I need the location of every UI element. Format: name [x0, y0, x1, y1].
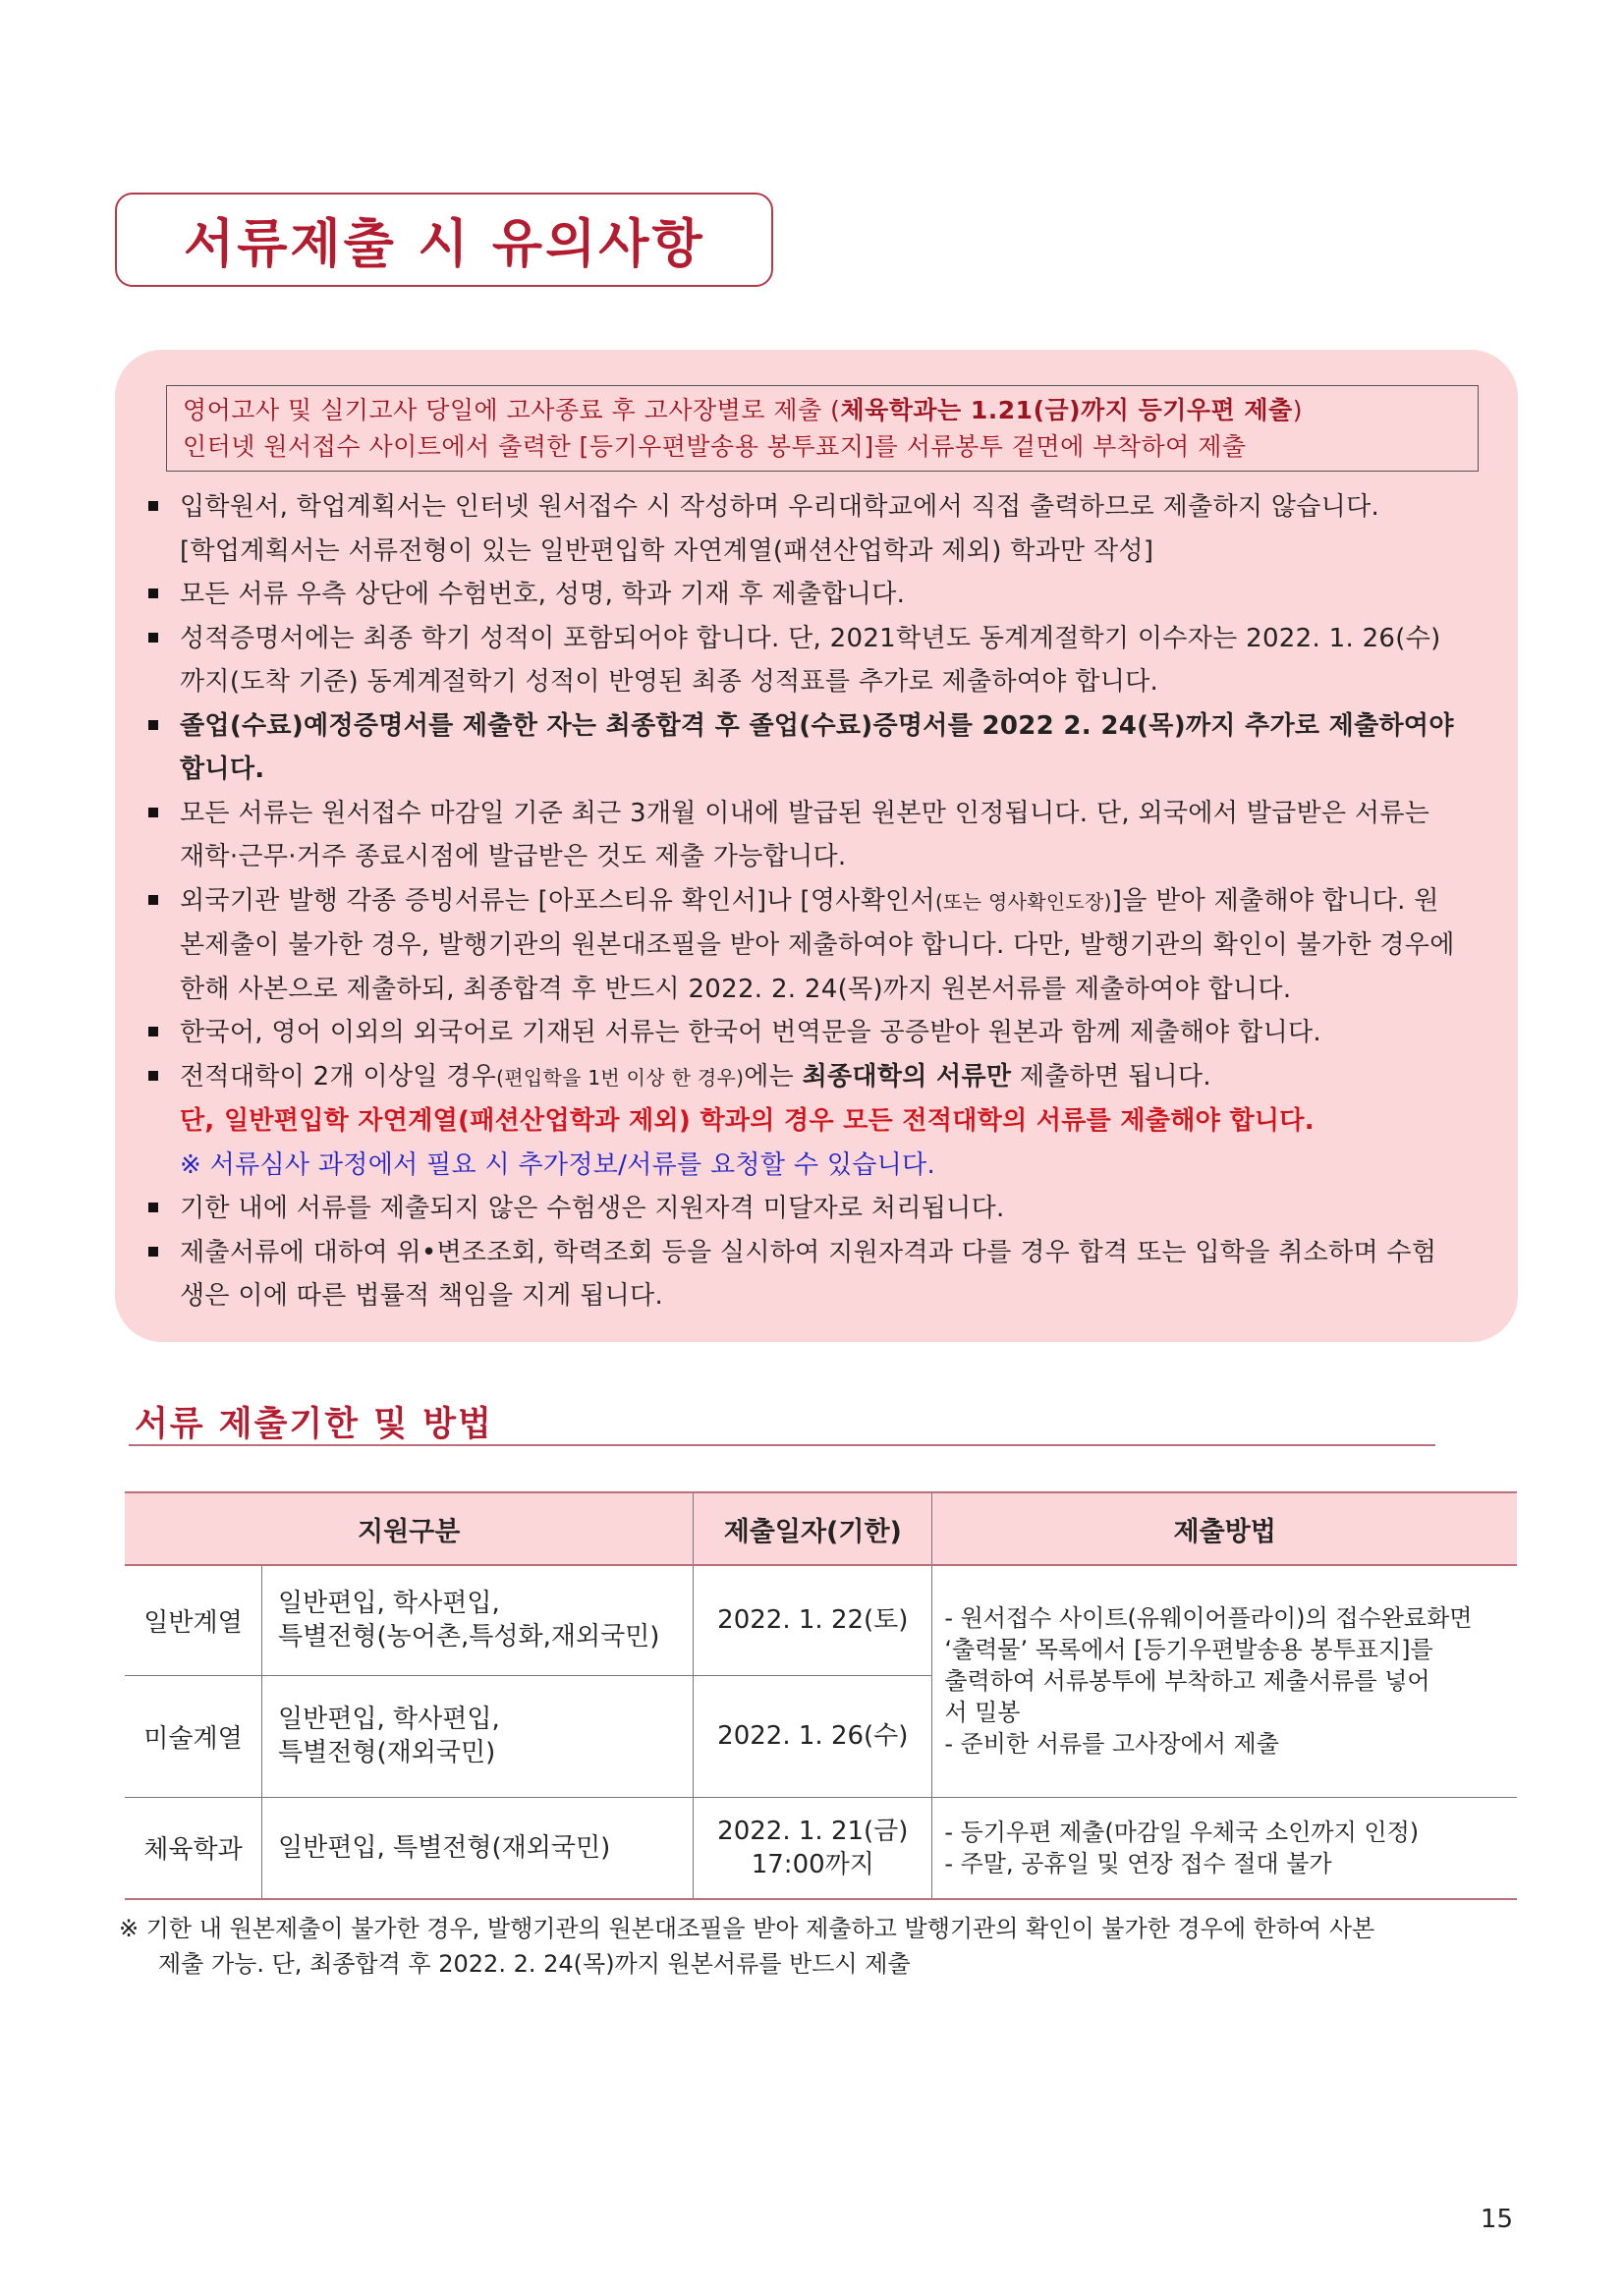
list-item-note: [학업계획서는 서류전형이 있는 일반편입학 자연계열(패션산업학과 제외) 학과만 작성] [180, 535, 1154, 566]
header-method: 제출방법 [932, 1492, 1517, 1565]
list-item: 기한 내에 서류를 제출되지 않은 수험생은 지원자격 미달자로 처리됩니다. [144, 1187, 1461, 1231]
title-box [115, 193, 773, 287]
info-note: ※ 서류심사 과정에서 필요 시 추가정보/서류를 요청할 수 있습니다. [180, 1149, 936, 1180]
submission-notice-box [166, 385, 1479, 472]
page-title: 서류제출 시 유의사항 [184, 214, 705, 274]
list-item: 입학원서, 학업계획서는 인터넷 원서접수 시 작성하며 우리대학교에서 직접 출력하므로 제출하지 않습니다. [학업계획서는 서류전형이 있는 일반편입학 자연계열(패션산업학과 제외) 학과만 작성] [144, 485, 1461, 573]
notice-panel [115, 350, 1518, 1342]
header-category: 지원구분 [125, 1492, 694, 1565]
row-type: 일반편입, 학사편입, 특별전형(농어촌,특성화,재외국민) [262, 1565, 694, 1675]
header-deadline: 제출일자(기한) [694, 1492, 932, 1565]
section-divider [129, 1444, 1435, 1446]
row-deadline: 2022. 1. 21(금) 17:00까지 [694, 1797, 932, 1899]
table-header-row [125, 1492, 1517, 1565]
row-method: - 등기우편 제출(마감일 우체국 소인까지 인정) - 주말, 공휴일 및 연장 접수 절대 불가 [932, 1797, 1517, 1899]
warning-text: 단, 일반편입학 자연계열(패션산업학과 제외) 학과의 경우 모든 전적대학의 서류를 제출해야 합니다. [180, 1106, 1315, 1136]
footnote: ※ 기한 내 원본제출이 불가한 경우, 발행기관의 원본대조필을 받아 제출하고 발행기관의 확인이 불가한 경우에 한하여 사본 제출 가능. 단, 최종합격 후 2022. 2. 24(목)까지 원본서류를 반드시 제출 [119, 1915, 1375, 1978]
list-item: 성적증명서에는 최종 학기 성적이 포함되어야 합니다. 단, 2021학년도 동계계절학기 이수자는 2022. 1. 26(수)까지(도착 기준) 동계계절학기 성적이 반영된 최종 성적표를 추가로 제출하여야 합니다. [144, 617, 1461, 704]
list-item: 모든 서류 우측 상단에 수험번호, 성명, 학과 기재 후 제출합니다. [144, 573, 1461, 617]
submission-table [125, 1491, 1517, 1900]
list-item: 제출서류에 대하여 위•변조조회, 학력조회 등을 실시하여 지원자격과 다를 경우 합격 또는 입학을 취소하며 수험생은 이에 따른 법률적 책임을 지게 됩니다. [144, 1231, 1461, 1318]
table-row [125, 1797, 1517, 1899]
row-category: 체육학과 [125, 1797, 262, 1899]
list-item: 모든 서류는 원서접수 마감일 기준 최근 3개월 이내에 발급된 원본만 인정됩니다. 단, 외국에서 발급받은 서류는 재학·근무·거주 종료시점에 발급받은 것도 제출 가능합니다. [144, 792, 1461, 879]
row-deadline: 2022. 1. 26(수) [694, 1675, 932, 1797]
caution-list [144, 485, 1461, 1318]
row-type: 일반편입, 학사편입, 특별전형(재외국민) [262, 1675, 694, 1797]
section-title: 서류 제출기한 및 방법 [135, 1405, 493, 1444]
notice-highlight: 체육학과는 1.21(금)까지 등기우편 제출 [840, 396, 1293, 424]
row-method: - 원서접수 사이트(유웨이어플라이)의 접수완료화면 ‘출력물’ 목록에서 [등기우편발송용 봉투표지]를 출력하여 서류봉투에 부착하고 제출서류를 넣어 서 밀봉 - 준비한 서류를 고사장에서 제출 [932, 1565, 1517, 1797]
notice-line-2: 인터넷 원서접수 사이트에서 출력한 [등기우편발송용 봉투표지]를 서류봉투 겉면에 부착하여 제출 [183, 432, 1247, 461]
row-category: 미술계열 [125, 1675, 262, 1797]
list-item: 한국어, 영어 이외의 외국어로 기재된 서류는 한국어 번역문을 공증받아 원본과 함께 제출해야 합니다. [144, 1011, 1461, 1055]
table-row [125, 1565, 1517, 1675]
row-type: 일반편입, 특별전형(재외국민) [262, 1797, 694, 1899]
list-item: 전적대학이 2개 이상일 경우(편입학을 1번 이상 한 경우)에는 최종대학의 서류만 제출하면 됩니다. 단, 일반편입학 자연계열(패션산업학과 제외) 학과의 경우 모든 전적대학의 서류를 제출해야 합니다. ※ 서류심사 과정에서 필요 시 추가정보/서류를 요청할 수 있습니다. [144, 1055, 1461, 1188]
row-category: 일반계열 [125, 1565, 262, 1675]
list-item: 졸업(수료)예정증명서를 제출한 자는 최종합격 후 졸업(수료)증명서를 2022 2. 24(목)까지 추가로 제출하여야 합니다. [144, 704, 1461, 792]
list-item: 외국기관 발행 각종 증빙서류는 [아포스티유 확인서]나 [영사확인서(또는 영사확인도장)]을 받아 제출해야 합니다. 원본제출이 불가한 경우, 발행기관의 원본대조필을 받아 제출하여야 합니다. 다만, 발행기관의 확인이 불가한 경우에 한해 사본으로 제출하되, 최종합격 후 반드시 2022. 2. 24(목)까지 원본서류를 제출하여야 합니다. [144, 879, 1461, 1012]
row-deadline: 2022. 1. 22(토) [694, 1565, 932, 1675]
notice-line-1: 영어고사 및 실기고사 당일에 고사종료 후 고사장별로 제출 (체육학과는 1.21(금)까지 등기우편 제출) [183, 396, 1303, 424]
page-number: 15 [1480, 2205, 1513, 2234]
